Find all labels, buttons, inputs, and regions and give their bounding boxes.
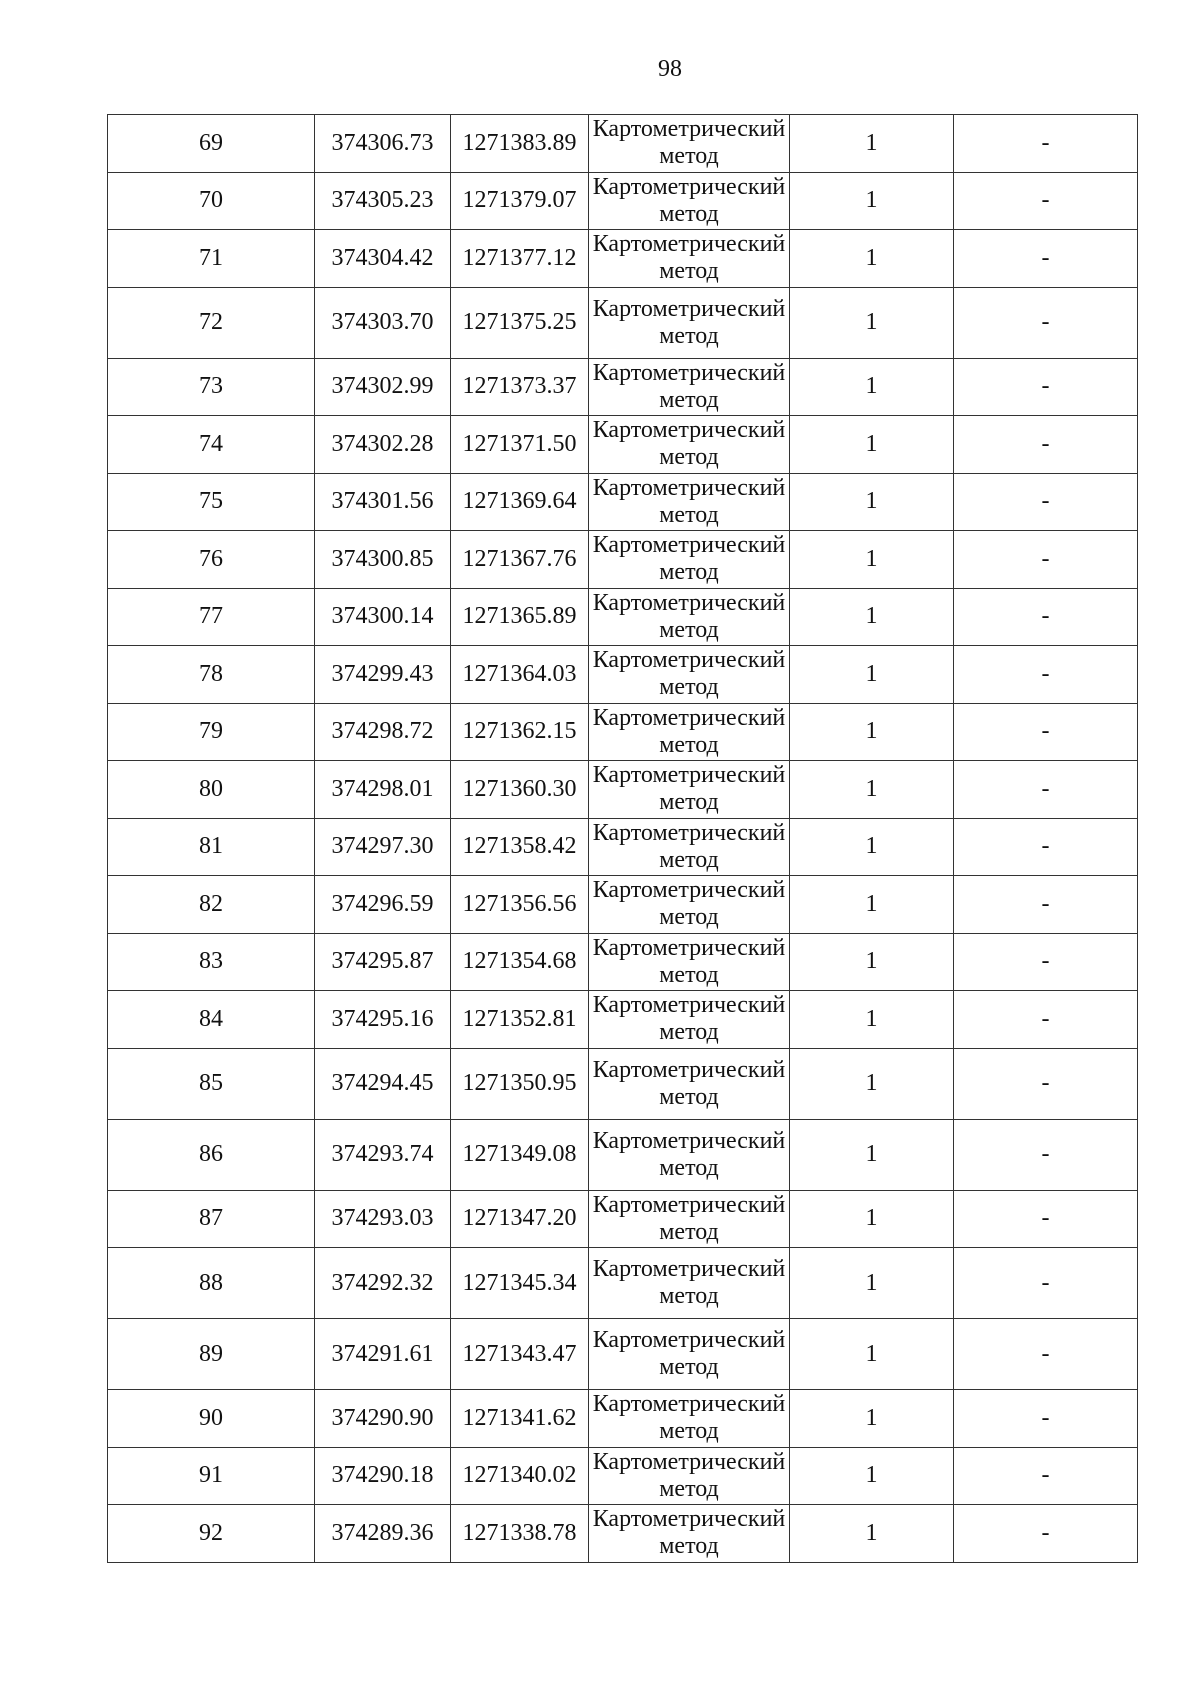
note-cell: - xyxy=(954,933,1138,991)
point-number-cell: 79 xyxy=(108,703,315,761)
y-coordinate-cell: 1271358.42 xyxy=(451,818,589,876)
accuracy-cell: 1 xyxy=(790,230,954,288)
table-row xyxy=(108,761,1138,819)
x-coordinate-cell: 374300.14 xyxy=(315,588,451,646)
table-row xyxy=(108,230,1138,288)
note-cell: - xyxy=(954,703,1138,761)
table-row xyxy=(108,646,1138,704)
method-line-1: Картометрический xyxy=(592,819,786,846)
method-cell xyxy=(589,531,790,589)
method-cell xyxy=(589,1248,790,1319)
table-row xyxy=(108,416,1138,474)
table-row xyxy=(108,1319,1138,1390)
method-line-2: метод xyxy=(659,961,719,988)
accuracy-cell: 1 xyxy=(790,115,954,173)
y-coordinate-cell: 1271352.81 xyxy=(451,991,589,1049)
method-line-2: метод xyxy=(659,1418,719,1445)
y-coordinate-cell: 1271362.15 xyxy=(451,703,589,761)
table-row xyxy=(108,703,1138,761)
method-cell xyxy=(589,1048,790,1119)
accuracy-cell: 1 xyxy=(790,588,954,646)
accuracy-cell: 1 xyxy=(790,703,954,761)
method-line-2: метод xyxy=(659,616,719,643)
method-line-1: Картометрический xyxy=(592,417,786,444)
method-cell xyxy=(589,991,790,1049)
y-coordinate-cell: 1271338.78 xyxy=(451,1505,589,1563)
note-cell: - xyxy=(954,818,1138,876)
note-cell: - xyxy=(954,473,1138,531)
table-row xyxy=(108,1190,1138,1248)
method-line-1: Картометрический xyxy=(592,1391,786,1418)
point-number-cell: 81 xyxy=(108,818,315,876)
method-cell xyxy=(589,172,790,230)
method-line-1: Картометрический xyxy=(592,1327,786,1353)
table-row xyxy=(108,1390,1138,1448)
point-number-cell: 89 xyxy=(108,1319,315,1390)
method-line-1: Картометрический xyxy=(592,1448,786,1475)
method-cell xyxy=(589,115,790,173)
table-row xyxy=(108,876,1138,934)
method-line-2: метод xyxy=(659,559,719,586)
note-cell: - xyxy=(954,115,1138,173)
method-line-1: Картометрический xyxy=(592,231,786,258)
method-line-1: Картометрический xyxy=(592,1256,786,1282)
point-number-cell: 69 xyxy=(108,115,315,173)
note-cell: - xyxy=(954,358,1138,416)
note-cell: - xyxy=(954,1190,1138,1248)
note-cell: - xyxy=(954,761,1138,819)
point-number-cell: 77 xyxy=(108,588,315,646)
point-number-cell: 76 xyxy=(108,531,315,589)
method-line-2: метод xyxy=(659,731,719,758)
point-number-cell: 85 xyxy=(108,1048,315,1119)
method-line-1: Картометрический xyxy=(592,589,786,616)
method-line-2: метод xyxy=(659,501,719,528)
y-coordinate-cell: 1271360.30 xyxy=(451,761,589,819)
method-line-1: Картометрический xyxy=(592,762,786,789)
method-cell xyxy=(589,416,790,474)
note-cell: - xyxy=(954,287,1138,358)
method-line-2: метод xyxy=(659,444,719,471)
method-cell xyxy=(589,703,790,761)
note-cell: - xyxy=(954,991,1138,1049)
note-cell: - xyxy=(954,230,1138,288)
table-row xyxy=(108,933,1138,991)
y-coordinate-cell: 1271345.34 xyxy=(451,1248,589,1319)
table-row xyxy=(108,473,1138,531)
method-line-2: метод xyxy=(659,1354,719,1380)
point-number-cell: 80 xyxy=(108,761,315,819)
point-number-cell: 82 xyxy=(108,876,315,934)
x-coordinate-cell: 374295.16 xyxy=(315,991,451,1049)
method-line-2: метод xyxy=(659,789,719,816)
point-number-cell: 90 xyxy=(108,1390,315,1448)
method-line-1: Картометрический xyxy=(592,359,786,386)
table-row xyxy=(108,991,1138,1049)
note-cell: - xyxy=(954,646,1138,704)
x-coordinate-cell: 374297.30 xyxy=(315,818,451,876)
note-cell: - xyxy=(954,416,1138,474)
x-coordinate-cell: 374304.42 xyxy=(315,230,451,288)
method-line-2: метод xyxy=(659,674,719,701)
method-line-1: Картометрический xyxy=(592,474,786,501)
method-line-2: метод xyxy=(659,1533,719,1560)
y-coordinate-cell: 1271340.02 xyxy=(451,1447,589,1505)
y-coordinate-cell: 1271371.50 xyxy=(451,416,589,474)
accuracy-cell: 1 xyxy=(790,172,954,230)
x-coordinate-cell: 374290.90 xyxy=(315,1390,451,1448)
method-line-1: Картометрический xyxy=(592,877,786,904)
method-line-2: метод xyxy=(659,1154,719,1181)
x-coordinate-cell: 374290.18 xyxy=(315,1447,451,1505)
point-number-cell: 70 xyxy=(108,172,315,230)
coordinates-table xyxy=(107,114,1138,1563)
method-line-2: метод xyxy=(659,1283,719,1309)
method-cell xyxy=(589,358,790,416)
table-row xyxy=(108,531,1138,589)
note-cell: - xyxy=(954,1390,1138,1448)
x-coordinate-cell: 374296.59 xyxy=(315,876,451,934)
table-row xyxy=(108,1119,1138,1190)
accuracy-cell: 1 xyxy=(790,761,954,819)
method-cell xyxy=(589,933,790,991)
y-coordinate-cell: 1271375.25 xyxy=(451,287,589,358)
method-cell xyxy=(589,287,790,358)
y-coordinate-cell: 1271373.37 xyxy=(451,358,589,416)
x-coordinate-cell: 374306.73 xyxy=(315,115,451,173)
point-number-cell: 87 xyxy=(108,1190,315,1248)
y-coordinate-cell: 1271383.89 xyxy=(451,115,589,173)
y-coordinate-cell: 1271365.89 xyxy=(451,588,589,646)
x-coordinate-cell: 374299.43 xyxy=(315,646,451,704)
method-cell xyxy=(589,1390,790,1448)
y-coordinate-cell: 1271379.07 xyxy=(451,172,589,230)
x-coordinate-cell: 374295.87 xyxy=(315,933,451,991)
method-cell xyxy=(589,230,790,288)
method-line-2: метод xyxy=(659,1083,719,1110)
x-coordinate-cell: 374302.99 xyxy=(315,358,451,416)
accuracy-cell: 1 xyxy=(790,646,954,704)
note-cell: - xyxy=(954,1447,1138,1505)
method-line-2: метод xyxy=(659,143,719,170)
x-coordinate-cell: 374292.32 xyxy=(315,1248,451,1319)
accuracy-cell: 1 xyxy=(790,416,954,474)
x-coordinate-cell: 374298.01 xyxy=(315,761,451,819)
point-number-cell: 91 xyxy=(108,1447,315,1505)
accuracy-cell: 1 xyxy=(790,1248,954,1319)
method-line-2: метод xyxy=(659,846,719,873)
y-coordinate-cell: 1271377.12 xyxy=(451,230,589,288)
point-number-cell: 73 xyxy=(108,358,315,416)
point-number-cell: 86 xyxy=(108,1119,315,1190)
accuracy-cell: 1 xyxy=(790,1190,954,1248)
note-cell: - xyxy=(954,531,1138,589)
method-cell xyxy=(589,1119,790,1190)
method-line-2: метод xyxy=(659,1475,719,1502)
method-line-2: метод xyxy=(659,322,719,349)
y-coordinate-cell: 1271350.95 xyxy=(451,1048,589,1119)
method-line-1: Картометрический xyxy=(592,1056,786,1083)
method-line-2: метод xyxy=(659,1019,719,1046)
point-number-cell: 74 xyxy=(108,416,315,474)
method-cell xyxy=(589,818,790,876)
table-row xyxy=(108,115,1138,173)
point-number-cell: 88 xyxy=(108,1248,315,1319)
method-line-1: Картометрический xyxy=(592,992,786,1019)
method-cell xyxy=(589,1190,790,1248)
note-cell: - xyxy=(954,172,1138,230)
note-cell: - xyxy=(954,1048,1138,1119)
y-coordinate-cell: 1271341.62 xyxy=(451,1390,589,1448)
table-row xyxy=(108,172,1138,230)
x-coordinate-cell: 374300.85 xyxy=(315,531,451,589)
x-coordinate-cell: 374305.23 xyxy=(315,172,451,230)
table-row xyxy=(108,1505,1138,1563)
accuracy-cell: 1 xyxy=(790,358,954,416)
method-line-1: Картометрический xyxy=(592,934,786,961)
accuracy-cell: 1 xyxy=(790,473,954,531)
table-row xyxy=(108,1248,1138,1319)
method-line-2: метод xyxy=(659,258,719,285)
method-cell xyxy=(589,588,790,646)
point-number-cell: 92 xyxy=(108,1505,315,1563)
table-row xyxy=(108,588,1138,646)
x-coordinate-cell: 374293.74 xyxy=(315,1119,451,1190)
note-cell: - xyxy=(954,1505,1138,1563)
table-body xyxy=(108,115,1138,1563)
point-number-cell: 75 xyxy=(108,473,315,531)
y-coordinate-cell: 1271347.20 xyxy=(451,1190,589,1248)
method-line-1: Картометрический xyxy=(592,173,786,200)
note-cell: - xyxy=(954,1119,1138,1190)
table-row xyxy=(108,287,1138,358)
method-cell xyxy=(589,646,790,704)
point-number-cell: 83 xyxy=(108,933,315,991)
y-coordinate-cell: 1271364.03 xyxy=(451,646,589,704)
y-coordinate-cell: 1271349.08 xyxy=(451,1119,589,1190)
table-row xyxy=(108,1447,1138,1505)
point-number-cell: 78 xyxy=(108,646,315,704)
y-coordinate-cell: 1271356.56 xyxy=(451,876,589,934)
x-coordinate-cell: 374302.28 xyxy=(315,416,451,474)
note-cell: - xyxy=(954,1248,1138,1319)
x-coordinate-cell: 374303.70 xyxy=(315,287,451,358)
method-cell xyxy=(589,1505,790,1563)
table-row xyxy=(108,818,1138,876)
y-coordinate-cell: 1271343.47 xyxy=(451,1319,589,1390)
x-coordinate-cell: 374298.72 xyxy=(315,703,451,761)
method-cell xyxy=(589,1319,790,1390)
method-line-1: Картометрический xyxy=(592,295,786,322)
accuracy-cell: 1 xyxy=(790,933,954,991)
accuracy-cell: 1 xyxy=(790,1447,954,1505)
y-coordinate-cell: 1271369.64 xyxy=(451,473,589,531)
x-coordinate-cell: 374293.03 xyxy=(315,1190,451,1248)
accuracy-cell: 1 xyxy=(790,1390,954,1448)
method-line-1: Картометрический xyxy=(592,116,786,143)
x-coordinate-cell: 374291.61 xyxy=(315,1319,451,1390)
accuracy-cell: 1 xyxy=(790,287,954,358)
accuracy-cell: 1 xyxy=(790,876,954,934)
method-line-1: Картометрический xyxy=(592,1191,786,1218)
accuracy-cell: 1 xyxy=(790,991,954,1049)
x-coordinate-cell: 374301.56 xyxy=(315,473,451,531)
x-coordinate-cell: 374294.45 xyxy=(315,1048,451,1119)
note-cell: - xyxy=(954,1319,1138,1390)
method-line-2: метод xyxy=(659,1218,719,1245)
point-number-cell: 72 xyxy=(108,287,315,358)
method-line-2: метод xyxy=(659,904,719,931)
method-cell xyxy=(589,761,790,819)
accuracy-cell: 1 xyxy=(790,531,954,589)
point-number-cell: 84 xyxy=(108,991,315,1049)
note-cell: - xyxy=(954,876,1138,934)
accuracy-cell: 1 xyxy=(790,1048,954,1119)
table-row xyxy=(108,1048,1138,1119)
method-line-1: Картометрический xyxy=(592,647,786,674)
page-number: 98 xyxy=(658,56,682,82)
y-coordinate-cell: 1271354.68 xyxy=(451,933,589,991)
accuracy-cell: 1 xyxy=(790,818,954,876)
method-cell xyxy=(589,876,790,934)
method-cell xyxy=(589,1447,790,1505)
accuracy-cell: 1 xyxy=(790,1119,954,1190)
x-coordinate-cell: 374289.36 xyxy=(315,1505,451,1563)
method-line-1: Картометрический xyxy=(592,1506,786,1533)
method-line-1: Картометрический xyxy=(592,532,786,559)
method-line-2: метод xyxy=(659,200,719,227)
accuracy-cell: 1 xyxy=(790,1319,954,1390)
method-line-1: Картометрический xyxy=(592,1127,786,1154)
method-line-1: Картометрический xyxy=(592,704,786,731)
accuracy-cell: 1 xyxy=(790,1505,954,1563)
point-number-cell: 71 xyxy=(108,230,315,288)
y-coordinate-cell: 1271367.76 xyxy=(451,531,589,589)
table-row xyxy=(108,358,1138,416)
method-cell xyxy=(589,473,790,531)
note-cell: - xyxy=(954,588,1138,646)
method-line-2: метод xyxy=(659,386,719,413)
